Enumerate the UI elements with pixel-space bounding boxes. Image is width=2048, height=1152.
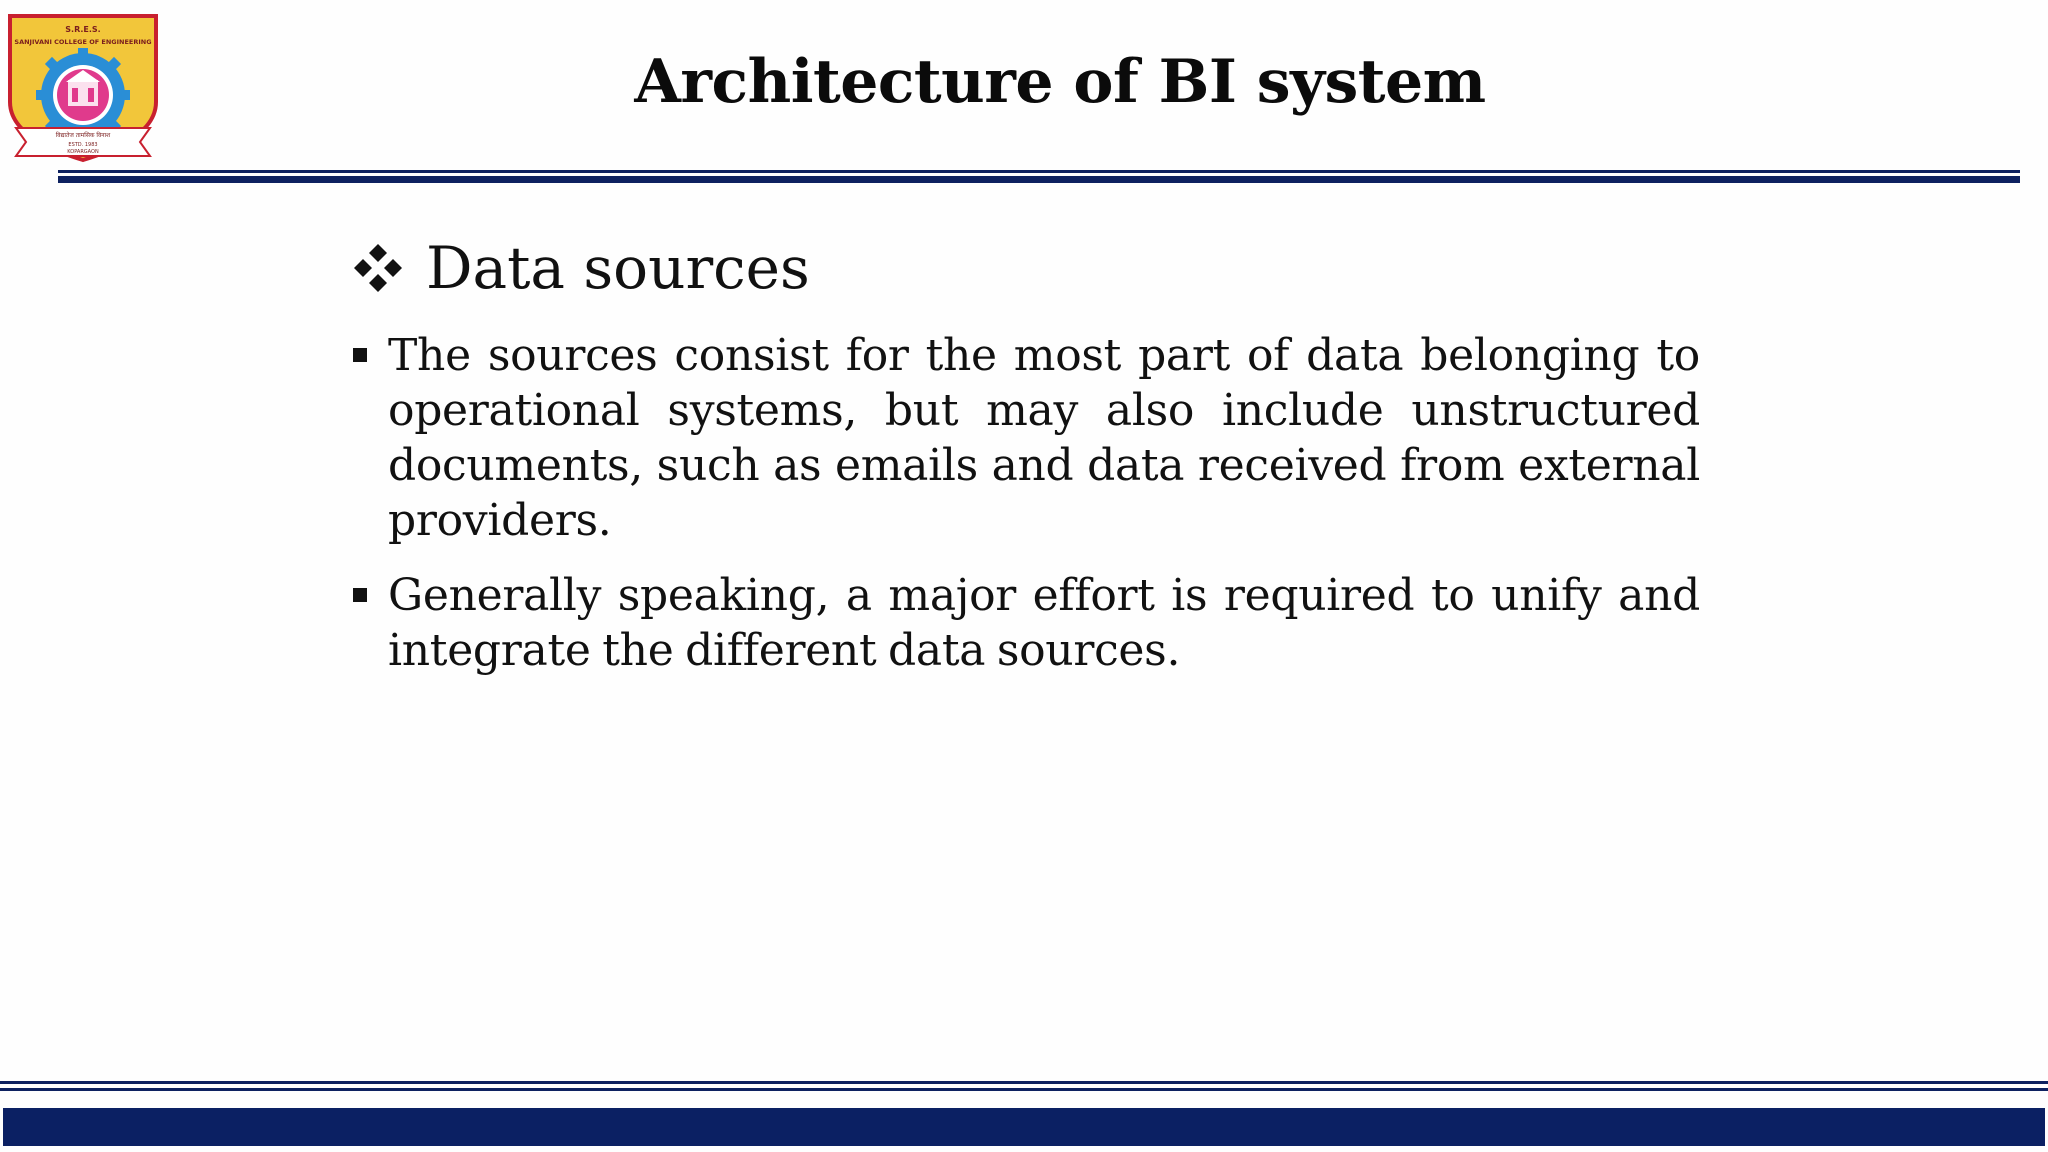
logo-motto-text: विद्यातेज तामसिक विनाश — [55, 132, 111, 139]
section-heading — [350, 230, 1700, 306]
section-heading-text: Data sources — [426, 234, 810, 302]
bullet-list — [350, 328, 1700, 678]
logo-estd-text: ESTD. 1983 — [68, 142, 98, 148]
four-diamond-bullet-icon — [350, 240, 406, 296]
bullet-text: Generally speaking, a major effort is required to unify and integrate the different data sources. — [388, 570, 1700, 676]
bullet-text: The sources consist for the most part of data belonging to operational systems, but may also include unstructured documents, such as emails and data received from external providers. — [388, 330, 1700, 546]
footer-band — [3, 1108, 2045, 1146]
list-item — [350, 328, 1700, 548]
slide-title: Architecture of BI system — [634, 47, 1486, 117]
header-divider-thin — [58, 170, 2020, 173]
college-logo — [2, 10, 164, 168]
footer-divider-thin-2 — [0, 1088, 2048, 1091]
list-item — [350, 568, 1700, 678]
square-bullet-icon — [353, 588, 367, 602]
logo-top-text: S.R.E.S. — [65, 25, 101, 34]
logo-place-text: KOPARGAON — [67, 149, 99, 155]
square-bullet-icon — [353, 348, 367, 362]
slide-content — [350, 230, 1700, 698]
header-divider-thick — [58, 176, 2020, 183]
logo-college-text: SANJIVANI COLLEGE OF ENGINEERING — [14, 38, 152, 46]
footer-divider-thin-1 — [0, 1081, 2048, 1084]
